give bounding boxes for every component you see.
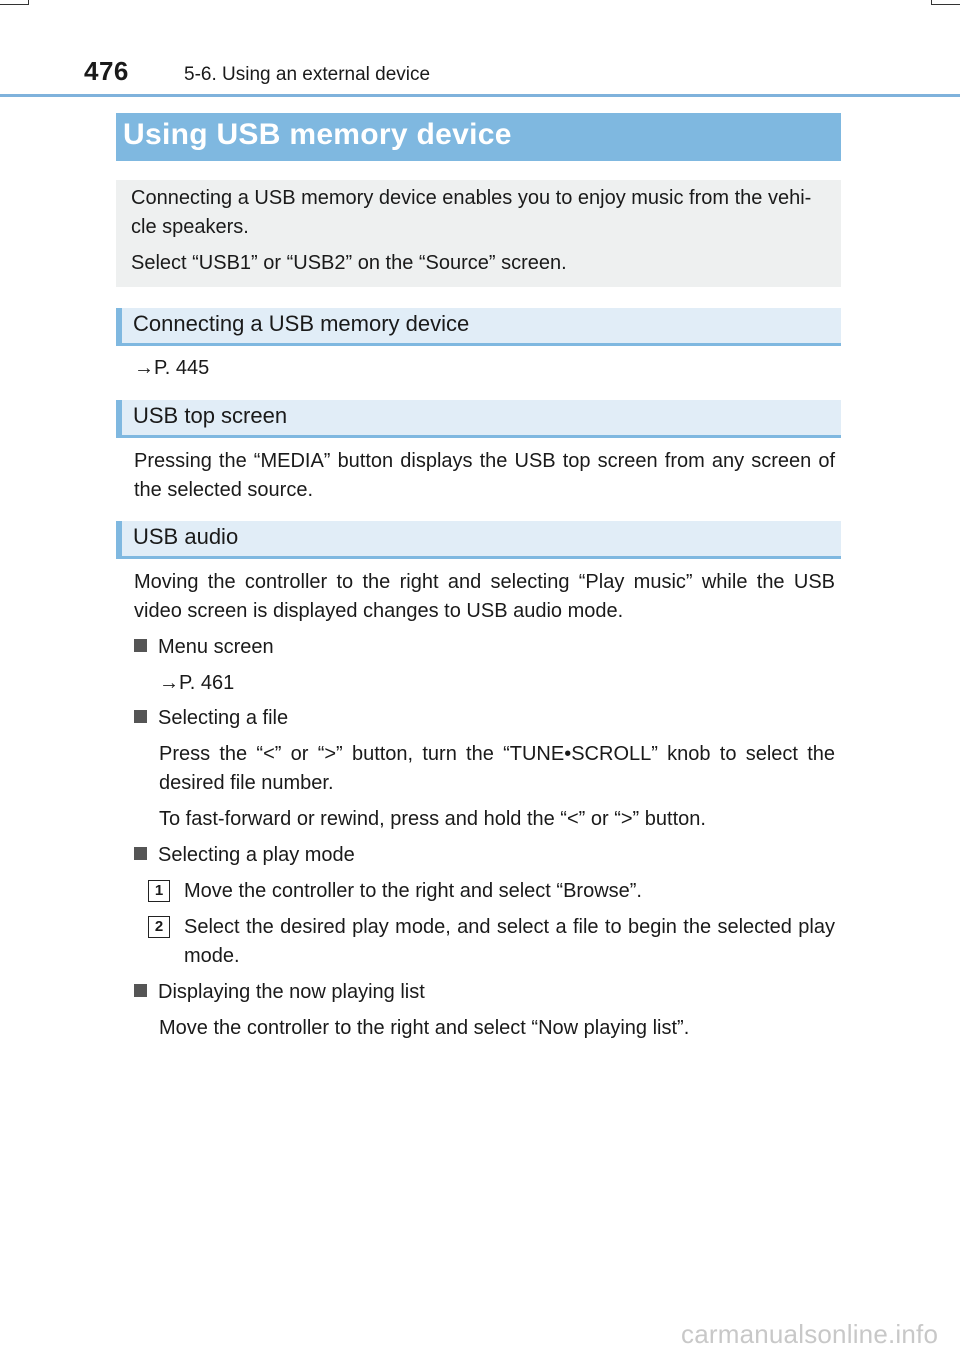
page-number: 476 xyxy=(84,56,129,86)
page-title: Using USB memory device xyxy=(116,113,841,161)
section-heading-top-screen: USB top screen xyxy=(116,400,841,438)
square-bullet-icon xyxy=(134,639,147,652)
subheading-now-playing xyxy=(134,978,425,1007)
intro-text: Connecting a USB memory device enables you to enjoy music from the vehi-cle speakers. xyxy=(131,187,812,238)
step-text: Move the controller to the right and select “Browse”. xyxy=(184,880,642,902)
now-playing-text: Move the controller to the right and select “Now playing list”. xyxy=(159,1017,690,1039)
top-screen-text: Pressing the “MEDIA” button displays the USB top screen from any screen of the selected source. xyxy=(134,450,835,501)
header-rule xyxy=(0,94,960,97)
step-2 xyxy=(148,913,835,971)
chapter-title: 5-6. Using an external device xyxy=(184,64,431,85)
step-number-icon: 2 xyxy=(148,916,170,938)
step-text: Select the desired play mode, and select a file to begin the selected play mode. xyxy=(184,916,835,967)
selecting-file-text: Press the “<” or “>” button, turn the “TUNE•SCROLL” knob to select the desired file number. xyxy=(159,743,835,794)
subheading-selecting-file xyxy=(134,704,288,733)
watermark: carmanualsonline.info xyxy=(681,1319,939,1349)
square-bullet-icon xyxy=(134,847,147,860)
page-reference-link[interactable]: →P. 461 xyxy=(159,672,235,694)
subheading-menu-screen xyxy=(134,633,274,662)
section-heading-connecting: Connecting a USB memory device xyxy=(116,308,841,346)
subheading-label: Menu screen xyxy=(158,636,274,658)
step-1 xyxy=(148,877,835,906)
subheading-play-mode xyxy=(134,841,355,870)
section-heading-usb-audio: USB audio xyxy=(116,521,841,559)
intro-instruction: Select “USB1” or “USB2” on the “Source” screen. xyxy=(131,252,567,274)
page-header xyxy=(0,0,960,97)
square-bullet-icon xyxy=(134,710,147,723)
page-reference-link[interactable]: →P. 445 xyxy=(134,357,210,379)
subheading-label: Selecting a play mode xyxy=(158,844,355,866)
intro-box xyxy=(116,180,841,287)
subheading-label: Selecting a file xyxy=(158,707,289,729)
step-number-icon: 1 xyxy=(148,880,170,902)
square-bullet-icon xyxy=(134,984,147,997)
subheading-label: Displaying the now playing list xyxy=(158,981,425,1003)
usb-audio-text: Moving the controller to the right and selecting “Play music” while the USB video screen is displayed changes to USB audio mode. xyxy=(134,571,835,622)
fast-forward-text: To fast-forward or rewind, press and hold the “<” or “>” button. xyxy=(159,808,706,830)
